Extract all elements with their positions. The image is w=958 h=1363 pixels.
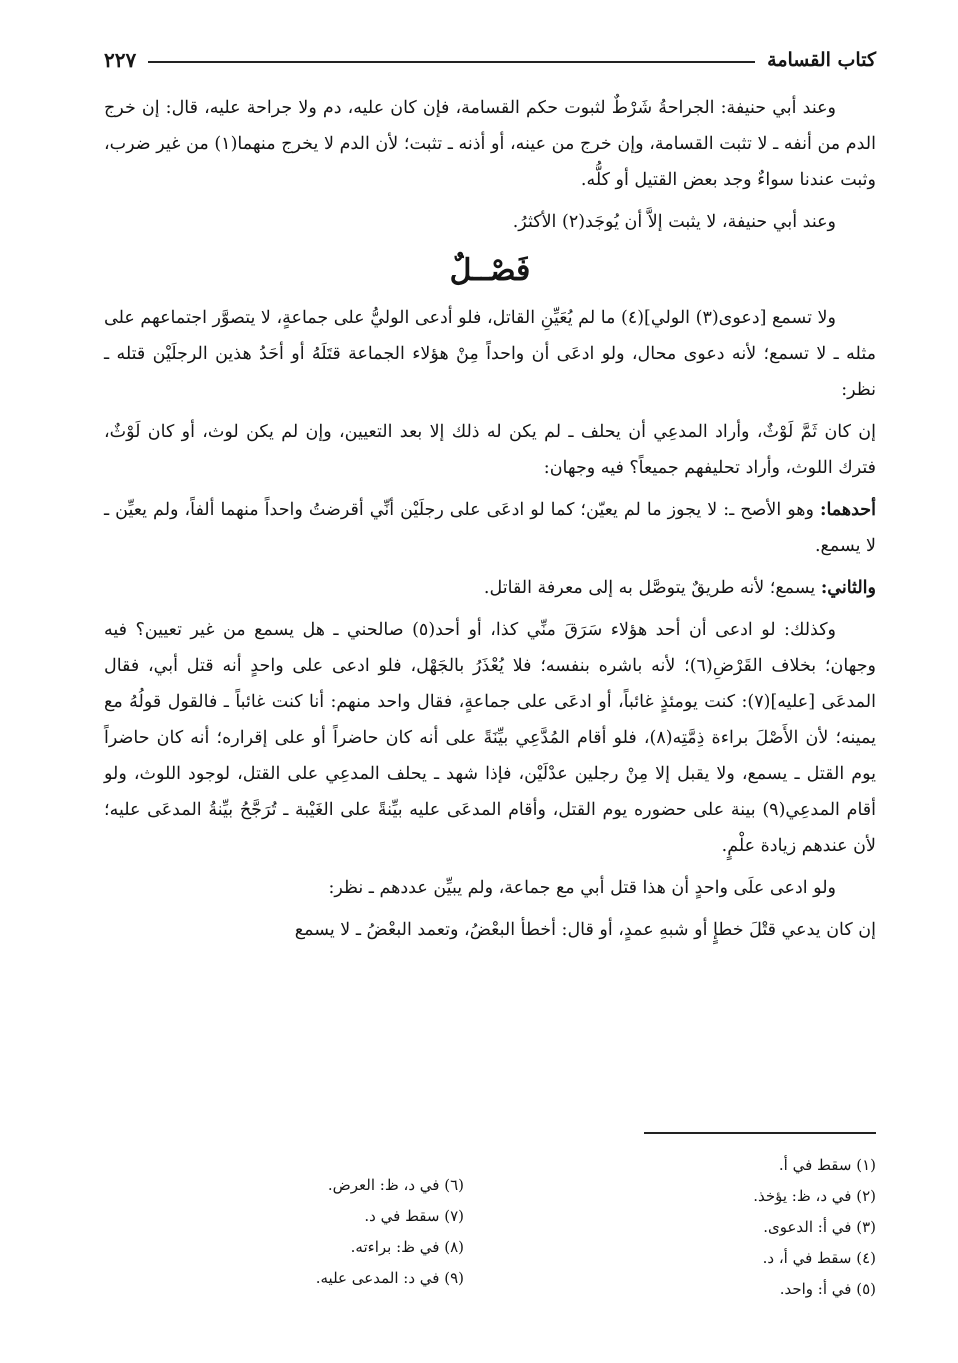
footnote-5: (٥) في أ: واحد. <box>779 1280 876 1298</box>
paragraph-2: وعند أبي حنيفة، لا يثبت إلاَّ أن يُوجَد(٢) الأكثرُ. <box>512 212 836 232</box>
footnote-rule <box>644 1132 876 1134</box>
footnotes-left-column <box>104 1150 464 1305</box>
footnotes <box>104 1150 876 1305</box>
paragraph-5 <box>104 492 876 564</box>
footnote-6: (٦) في د، ظ: العرض. <box>327 1176 464 1194</box>
header-rule <box>148 61 755 63</box>
footnotes-right-column <box>576 1150 876 1305</box>
main-text <box>104 90 876 954</box>
paragraph-3: ولا تسمع [دعوى(٣) الولي](٤) ما لم يُعَيِّنِ القاتل، فلو أدعى الوليُّ على جماعةٍ، لا يتصوَّر اجتماعهم على مثله ـ لا تسمع؛ لأنه دعوى محال، ولو ادعَى أن واحداً مِنْ هؤلاء الجماعة قتَلَهُ أو أحَدُ هذين الرجلَيْن قتله ـ نظر: <box>104 308 876 400</box>
footnote-7: (٧) سقط في د. <box>364 1207 464 1225</box>
paragraph-6-lead: والثاني: <box>820 578 876 598</box>
paragraph-5-lead: أحدهما: <box>819 500 876 520</box>
paragraph-1: وعند أبي حنيفة: الجراحةُ شَرْطٌ لثبوت حكم القسامة، فإن كان عليه، دم ولا جراحة عليه، قال: إن خرج الدم من أنفه ـ لا تثبت القسامة، وإن خرج من عينه، أو أذنه ـ تثبت؛ لأن الدم لا يخرج منهما(١) من غير ضرب، وثبت عندنا سواءٌ وجد بعض القتيل أو كلُّه. <box>104 98 877 190</box>
section-heading: فَصْــلٌ <box>449 253 531 288</box>
paragraph-7: وكذلك: لو ادعى أن أحد هؤلاء سَرَقَ منِّي كذا، أو أحد(٥) صالحني ـ هل يسمع من غير تعيين؟ فيه وجهان؛ بخلاف القَرْضِ(٦)؛ لأنه باشره بنفسه؛ فلا يُعْذَرُ بالجَهْل، فلو ادعى على واحدٍ أنه قتل أبي، فقال المدعَى [عليه](٧): كنت يومئذٍ غائباً، أو ادعَى على جماعةٍ، فقال واحد منهم: أنا كنت غائباً ـ فالقول قولُهُ مع يمينه؛ لأن الأَصْلَ براءة ذِمَّتِه(٨)، فلو أقام المُدَّعِي بيِّنَةً على أنه كان حاضراً أو على إقراره؛ أنه كان حاضراً يوم القتل ـ يسمع، ولا يقبل إلا مِنْ رجلين عدْلَيْن، فإذا شهد ـ يحلف المدعِي على القتل، لوجود اللوث، ولو أقام المدعِي(٩) بينة على حضوره يوم القتل، وأقام المدعَى عليه بيِّنةً على الغَيْبة ـ تُرَجَّحُ بيِّنةُ المدعَى عليه؛ لأن عندهم زيادة علْمٍ. <box>104 620 876 856</box>
footnote-8: (٨) في ظ: براءته. <box>350 1238 464 1256</box>
footnote-4: (٤) سقط في أ، د. <box>762 1249 876 1267</box>
paragraph-4: إن كان ثَمَّ لَوْثٌ، وأراد المدعِي أن يحلف ـ لم يكن له ذلك إلا بعد التعيين، وإن لم يكن لوث، أو كان لَوْثٌ، فترك اللوث، وأراد تحليفهم جميعاً؟ فيه وجهان: <box>104 422 876 478</box>
paragraph-5-text: وهو الأصح ـ: لا يجوز ما لم يعيّن؛ كما لو ادعَى على رجلَيْن أنِّي أقرضتُ واحداً منهما ألفاً، ولم يعيِّن ـ لا يسمع. <box>104 500 876 556</box>
paragraph-6 <box>104 570 876 606</box>
paragraph-8: ولو ادعى علَى واحدٍ أن هذا قتل أبي مع جماعة، ولم يبيِّن عددهم ـ نظر: <box>328 878 836 898</box>
footnote-9: (٩) في د: المدعى عليه. <box>315 1269 464 1287</box>
paragraph-6-text: يسمع؛ لأنه طريقٌ يتوصَّل به إلى معرفة القاتل. <box>483 578 821 598</box>
footnote-1: (١) سقط في أ. <box>778 1156 876 1174</box>
footnote-3: (٣) في أ: الدعوى. <box>763 1218 876 1236</box>
paragraph-9: إن كان يدعي قتْلَ خطإٍ أو شبهِ عمدٍ، أو قال: أخطأ البعْضُ، وتعمد البعْضُ ـ لا يسمع <box>294 920 876 940</box>
page-header <box>104 42 876 78</box>
book-title: كتاب القسامة <box>767 49 876 71</box>
footnote-2: (٢) في د، ظ: يؤخذ. <box>753 1187 876 1205</box>
page-number: ٢٢٧ <box>104 48 137 72</box>
